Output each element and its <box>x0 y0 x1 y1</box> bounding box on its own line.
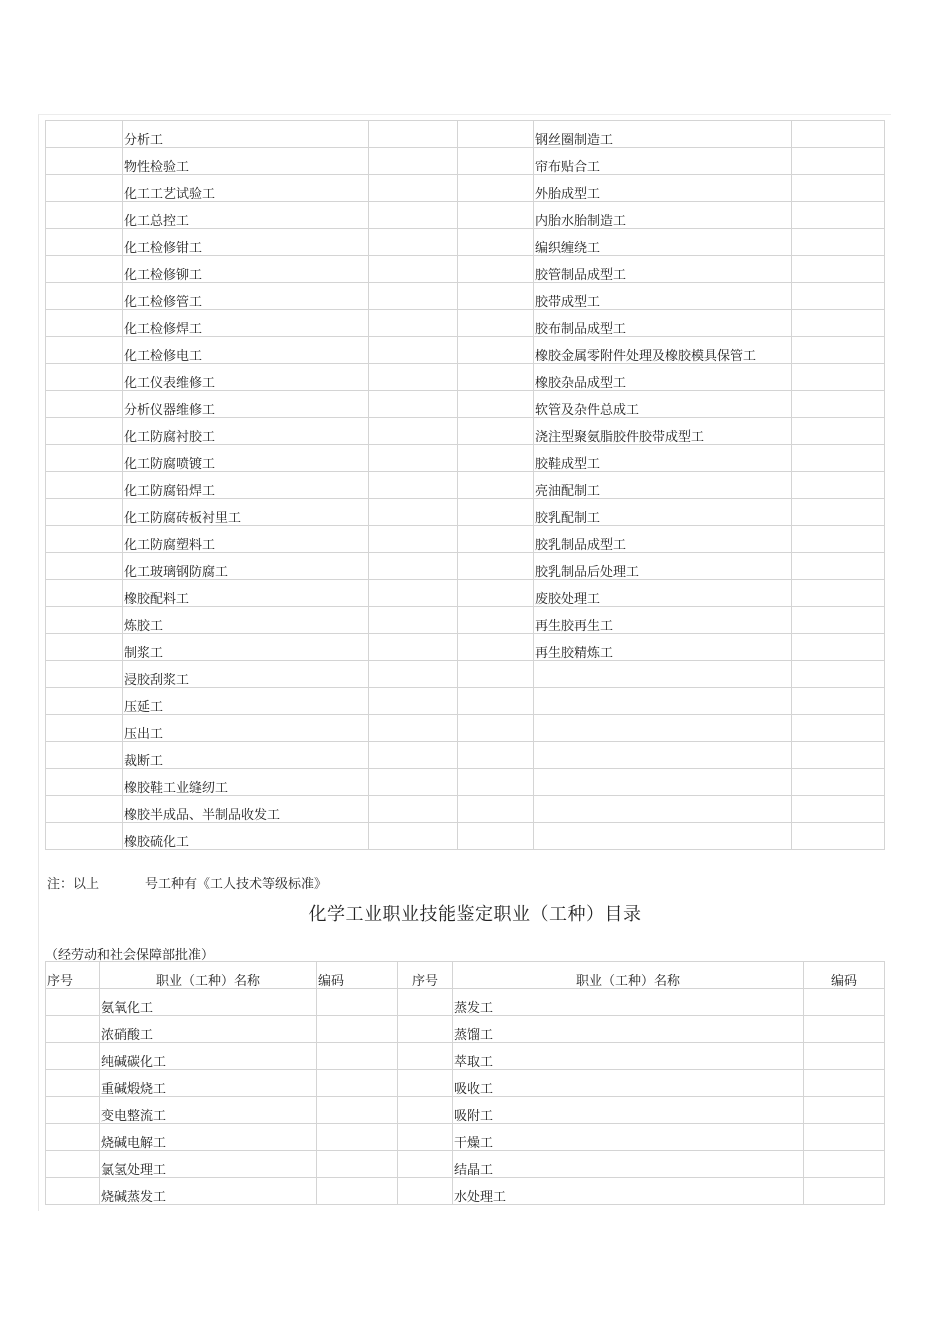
occupation-name-left: 化工检修焊工 <box>123 310 369 337</box>
code-cell-right <box>792 607 885 634</box>
seq-cell-left <box>46 634 123 661</box>
seq-cell-right <box>458 580 534 607</box>
seq-cell-right <box>398 1124 453 1151</box>
occupation-name-left: 化工工艺试验工 <box>123 175 369 202</box>
seq-cell-right <box>398 1070 453 1097</box>
standards-note <box>47 873 327 892</box>
seq-cell-right <box>458 202 534 229</box>
seq-cell-right <box>458 715 534 742</box>
seq-cell-right <box>458 337 534 364</box>
code-cell-left <box>369 553 458 580</box>
table-row <box>46 472 885 499</box>
seq-cell-right <box>458 607 534 634</box>
occupation-name-right <box>534 769 792 796</box>
code-cell-right <box>792 202 885 229</box>
table-row <box>46 337 885 364</box>
occupation-name-left: 化工检修钳工 <box>123 229 369 256</box>
occupation-name-left: 化工玻璃钢防腐工 <box>123 553 369 580</box>
code-cell-left <box>369 337 458 364</box>
code-cell-right <box>792 634 885 661</box>
table-row <box>46 418 885 445</box>
occupation-name-right: 吸收工 <box>453 1070 804 1097</box>
occupation-name-right: 内胎水胎制造工 <box>534 202 792 229</box>
code-cell-left <box>317 989 398 1016</box>
occupation-name-left: 浓硝酸工 <box>100 1016 317 1043</box>
seq-cell-right <box>458 445 534 472</box>
code-cell-left <box>369 175 458 202</box>
occupation-name-right <box>534 796 792 823</box>
occupation-name-right: 钢丝圈制造工 <box>534 121 792 148</box>
lower-occupation-table <box>45 961 885 1205</box>
code-cell-right <box>792 337 885 364</box>
seq-cell-left <box>46 823 123 850</box>
seq-cell-left <box>46 580 123 607</box>
occupation-name-right: 再生胶精炼工 <box>534 634 792 661</box>
table-row <box>46 310 885 337</box>
seq-cell-right <box>458 175 534 202</box>
table-row <box>46 553 885 580</box>
seq-cell-right <box>458 688 534 715</box>
seq-cell-left <box>46 418 123 445</box>
seq-cell-left <box>46 364 123 391</box>
seq-cell-left <box>46 202 123 229</box>
code-cell-left <box>369 256 458 283</box>
code-cell-left <box>369 769 458 796</box>
seq-cell-left <box>46 148 123 175</box>
approval-subtitle: （经劳动和社会保障部批准） <box>45 948 215 963</box>
code-cell-right <box>792 418 885 445</box>
seq-cell-right <box>398 1097 453 1124</box>
seq-cell-left <box>46 1124 100 1151</box>
seq-cell-right <box>458 256 534 283</box>
seq-cell-right <box>458 769 534 796</box>
seq-cell-left <box>46 391 123 418</box>
occupation-name-left: 氨氧化工 <box>100 989 317 1016</box>
occupation-name-right: 萃取工 <box>453 1043 804 1070</box>
seq-cell-left <box>46 1016 100 1043</box>
occupation-name-right: 胶布制品成型工 <box>534 310 792 337</box>
table-row <box>46 688 885 715</box>
header-code-right: 编码 <box>804 962 885 989</box>
occupation-name-right: 胶带成型工 <box>534 283 792 310</box>
seq-cell-left <box>46 472 123 499</box>
note-prefix: 注：以上 <box>47 877 100 892</box>
seq-cell-left <box>46 1151 100 1178</box>
seq-cell-right <box>458 823 534 850</box>
occupation-name-left: 氯氢处理工 <box>100 1151 317 1178</box>
occupation-name-right: 亮油配制工 <box>534 472 792 499</box>
table-row <box>46 175 885 202</box>
code-cell-left <box>369 796 458 823</box>
occupation-name-left: 橡胶半成品、半制品收发工 <box>123 796 369 823</box>
table-row <box>46 634 885 661</box>
seq-cell-right <box>458 661 534 688</box>
seq-cell-left <box>46 256 123 283</box>
code-cell-left <box>369 715 458 742</box>
seq-cell-right <box>458 499 534 526</box>
code-cell-left <box>369 472 458 499</box>
occupation-name-right: 胶乳制品后处理工 <box>534 553 792 580</box>
seq-cell-left <box>46 553 123 580</box>
occupation-name-left: 化工检修铆工 <box>123 256 369 283</box>
table-row <box>46 823 885 850</box>
seq-cell-right <box>458 796 534 823</box>
table-row <box>46 796 885 823</box>
code-cell-right <box>792 175 885 202</box>
code-cell-left <box>369 526 458 553</box>
table-row <box>46 661 885 688</box>
occupation-name-right: 胶乳配制工 <box>534 499 792 526</box>
code-cell-right <box>804 1178 885 1205</box>
seq-cell-left <box>46 742 123 769</box>
seq-cell-left <box>46 499 123 526</box>
table-row <box>46 364 885 391</box>
table-row <box>46 202 885 229</box>
seq-cell-left <box>46 337 123 364</box>
table-row <box>46 499 885 526</box>
occupation-name-left: 橡胶硫化工 <box>123 823 369 850</box>
occupation-name-left: 分析工 <box>123 121 369 148</box>
code-cell-right <box>792 148 885 175</box>
table-row <box>46 1043 885 1070</box>
seq-cell-left <box>46 526 123 553</box>
code-cell-right <box>792 688 885 715</box>
seq-cell-left <box>46 769 123 796</box>
occupation-name-right: 再生胶再生工 <box>534 607 792 634</box>
occupation-name-left: 化工防腐塑料工 <box>123 526 369 553</box>
table-row <box>46 121 885 148</box>
seq-cell-left <box>46 1097 100 1124</box>
occupation-name-right: 蒸发工 <box>453 989 804 1016</box>
code-cell-left <box>317 1124 398 1151</box>
code-cell-left <box>369 391 458 418</box>
code-cell-right <box>792 445 885 472</box>
header-name-right: 职业（工种）名称 <box>453 962 804 989</box>
code-cell-right <box>792 769 885 796</box>
table-row <box>46 229 885 256</box>
occupation-name-left: 重碱煅烧工 <box>100 1070 317 1097</box>
seq-cell-left <box>46 607 123 634</box>
code-cell-right <box>792 256 885 283</box>
code-cell-right <box>792 283 885 310</box>
seq-cell-right <box>458 310 534 337</box>
seq-cell-right <box>458 364 534 391</box>
occupation-name-right: 干燥工 <box>453 1124 804 1151</box>
code-cell-right <box>804 1097 885 1124</box>
code-cell-left <box>317 1178 398 1205</box>
code-cell-left <box>369 634 458 661</box>
code-cell-left <box>369 445 458 472</box>
code-cell-left <box>369 121 458 148</box>
occupation-name-right: 编织缠绕工 <box>534 229 792 256</box>
page-title: 化学工业职业技能鉴定职业（工种）目录 <box>308 904 642 925</box>
table-row <box>46 607 885 634</box>
code-cell-right <box>792 121 885 148</box>
seq-cell-right <box>458 229 534 256</box>
note-suffix: 号工种有《工人技术等级标准》 <box>145 877 328 892</box>
code-cell-right <box>792 310 885 337</box>
occupation-name-left: 化工防腐衬胶工 <box>123 418 369 445</box>
table-row <box>46 1097 885 1124</box>
header-name-left: 职业（工种）名称 <box>100 962 317 989</box>
occupation-name-left: 橡胶鞋工业缝纫工 <box>123 769 369 796</box>
seq-cell-right <box>458 391 534 418</box>
code-cell-right <box>792 796 885 823</box>
occupation-name-right: 胶鞋成型工 <box>534 445 792 472</box>
code-cell-left <box>317 1097 398 1124</box>
code-cell-right <box>804 1016 885 1043</box>
code-cell-right <box>792 229 885 256</box>
table-row <box>46 769 885 796</box>
occupation-name-right: 浇注型聚氨脂胶件胶带成型工 <box>534 418 792 445</box>
occupation-name-right: 胶乳制品成型工 <box>534 526 792 553</box>
code-cell-left <box>369 499 458 526</box>
seq-cell-right <box>458 418 534 445</box>
code-cell-left <box>369 283 458 310</box>
occupation-name-left: 压延工 <box>123 688 369 715</box>
occupation-name-right: 橡胶金属零附件处理及橡胶模具保管工 <box>534 337 792 364</box>
occupation-name-left: 化工检修电工 <box>123 337 369 364</box>
code-cell-left <box>369 688 458 715</box>
seq-cell-left <box>46 445 123 472</box>
seq-cell-left <box>46 229 123 256</box>
table-row <box>46 1070 885 1097</box>
seq-cell-left <box>46 175 123 202</box>
seq-cell-left <box>46 688 123 715</box>
code-cell-right <box>792 391 885 418</box>
table-row <box>46 391 885 418</box>
code-cell-left <box>369 148 458 175</box>
code-cell-left <box>317 1043 398 1070</box>
occupation-name-left: 化工仪表维修工 <box>123 364 369 391</box>
seq-cell-left <box>46 715 123 742</box>
code-cell-left <box>369 661 458 688</box>
seq-cell-left <box>46 121 123 148</box>
code-cell-right <box>804 1151 885 1178</box>
occupation-name-left: 化工防腐铅焊工 <box>123 472 369 499</box>
code-cell-right <box>792 553 885 580</box>
seq-cell-right <box>458 634 534 661</box>
seq-cell-right <box>398 1151 453 1178</box>
seq-cell-right <box>398 1043 453 1070</box>
seq-cell-left <box>46 1070 100 1097</box>
seq-cell-right <box>458 148 534 175</box>
occupation-name-left: 烧碱电解工 <box>100 1124 317 1151</box>
occupation-name-right: 软管及杂件总成工 <box>534 391 792 418</box>
seq-cell-right <box>398 989 453 1016</box>
code-cell-left <box>317 1151 398 1178</box>
code-cell-left <box>317 1070 398 1097</box>
occupation-name-left: 浸胶刮浆工 <box>123 661 369 688</box>
occupation-name-left: 纯碱碳化工 <box>100 1043 317 1070</box>
code-cell-right <box>804 1070 885 1097</box>
occupation-name-left: 化工总控工 <box>123 202 369 229</box>
occupation-name-right: 蒸馏工 <box>453 1016 804 1043</box>
code-cell-right <box>792 580 885 607</box>
table-row <box>46 445 885 472</box>
seq-cell-left <box>46 310 123 337</box>
occupation-name-left: 橡胶配料工 <box>123 580 369 607</box>
table-row <box>46 742 885 769</box>
code-cell-left <box>369 823 458 850</box>
occupation-name-right: 外胎成型工 <box>534 175 792 202</box>
code-cell-left <box>369 364 458 391</box>
seq-cell-left <box>46 661 123 688</box>
seq-cell-left <box>46 796 123 823</box>
occupation-name-right: 帘布贴合工 <box>534 148 792 175</box>
code-cell-left <box>369 742 458 769</box>
occupation-name-right <box>534 661 792 688</box>
code-cell-right <box>804 1043 885 1070</box>
table-row <box>46 580 885 607</box>
code-cell-right <box>792 823 885 850</box>
occupation-name-right: 结晶工 <box>453 1151 804 1178</box>
code-cell-left <box>369 310 458 337</box>
code-cell-right <box>792 661 885 688</box>
seq-cell-left <box>46 1043 100 1070</box>
code-cell-right <box>792 499 885 526</box>
occupation-name-right: 废胶处理工 <box>534 580 792 607</box>
header-seq-left: 序号 <box>46 962 100 989</box>
occupation-name-right <box>534 742 792 769</box>
code-cell-right <box>792 472 885 499</box>
header-seq-right: 序号 <box>398 962 453 989</box>
occupation-name-right: 胶管制品成型工 <box>534 256 792 283</box>
occupation-name-right: 吸附工 <box>453 1097 804 1124</box>
occupation-name-left: 化工检修管工 <box>123 283 369 310</box>
occupation-name-left: 化工防腐砖板衬里工 <box>123 499 369 526</box>
code-cell-right <box>792 526 885 553</box>
upper-occupation-table <box>45 120 885 850</box>
table-row <box>46 1124 885 1151</box>
occupation-name-left: 炼胶工 <box>123 607 369 634</box>
code-cell-left <box>369 580 458 607</box>
occupation-name-left: 物性检验工 <box>123 148 369 175</box>
table-row <box>46 526 885 553</box>
table-row <box>46 989 885 1016</box>
occupation-name-left: 变电整流工 <box>100 1097 317 1124</box>
seq-cell-left <box>46 283 123 310</box>
table-row <box>46 715 885 742</box>
occupation-name-left: 化工防腐喷镀工 <box>123 445 369 472</box>
header-code-left: 编码 <box>317 962 398 989</box>
code-cell-left <box>369 607 458 634</box>
seq-cell-right <box>458 283 534 310</box>
seq-cell-right <box>458 526 534 553</box>
table-row <box>46 148 885 175</box>
code-cell-left <box>317 1016 398 1043</box>
code-cell-left <box>369 229 458 256</box>
code-cell-right <box>792 715 885 742</box>
occupation-name-left: 烧碱蒸发工 <box>100 1178 317 1205</box>
code-cell-left <box>369 202 458 229</box>
code-cell-right <box>792 364 885 391</box>
table-row <box>46 283 885 310</box>
occupation-name-left: 压出工 <box>123 715 369 742</box>
seq-cell-right <box>458 472 534 499</box>
occupation-name-right: 橡胶杂品成型工 <box>534 364 792 391</box>
occupation-name-left: 分析仪器维修工 <box>123 391 369 418</box>
occupation-name-right <box>534 715 792 742</box>
occupation-name-left: 裁断工 <box>123 742 369 769</box>
code-cell-right <box>804 1124 885 1151</box>
occupation-name-right: 水处理工 <box>453 1178 804 1205</box>
seq-cell-left <box>46 1178 100 1205</box>
code-cell-left <box>369 418 458 445</box>
table-header-row <box>46 962 885 989</box>
code-cell-right <box>792 742 885 769</box>
table-row <box>46 1016 885 1043</box>
seq-cell-left <box>46 989 100 1016</box>
occupation-name-right <box>534 823 792 850</box>
seq-cell-right <box>458 742 534 769</box>
occupation-name-left: 制浆工 <box>123 634 369 661</box>
table-row <box>46 256 885 283</box>
table-row <box>46 1151 885 1178</box>
seq-cell-right <box>458 553 534 580</box>
seq-cell-right <box>398 1016 453 1043</box>
seq-cell-right <box>458 121 534 148</box>
occupation-name-right <box>534 688 792 715</box>
seq-cell-right <box>398 1178 453 1205</box>
table-row <box>46 1178 885 1205</box>
code-cell-right <box>804 989 885 1016</box>
